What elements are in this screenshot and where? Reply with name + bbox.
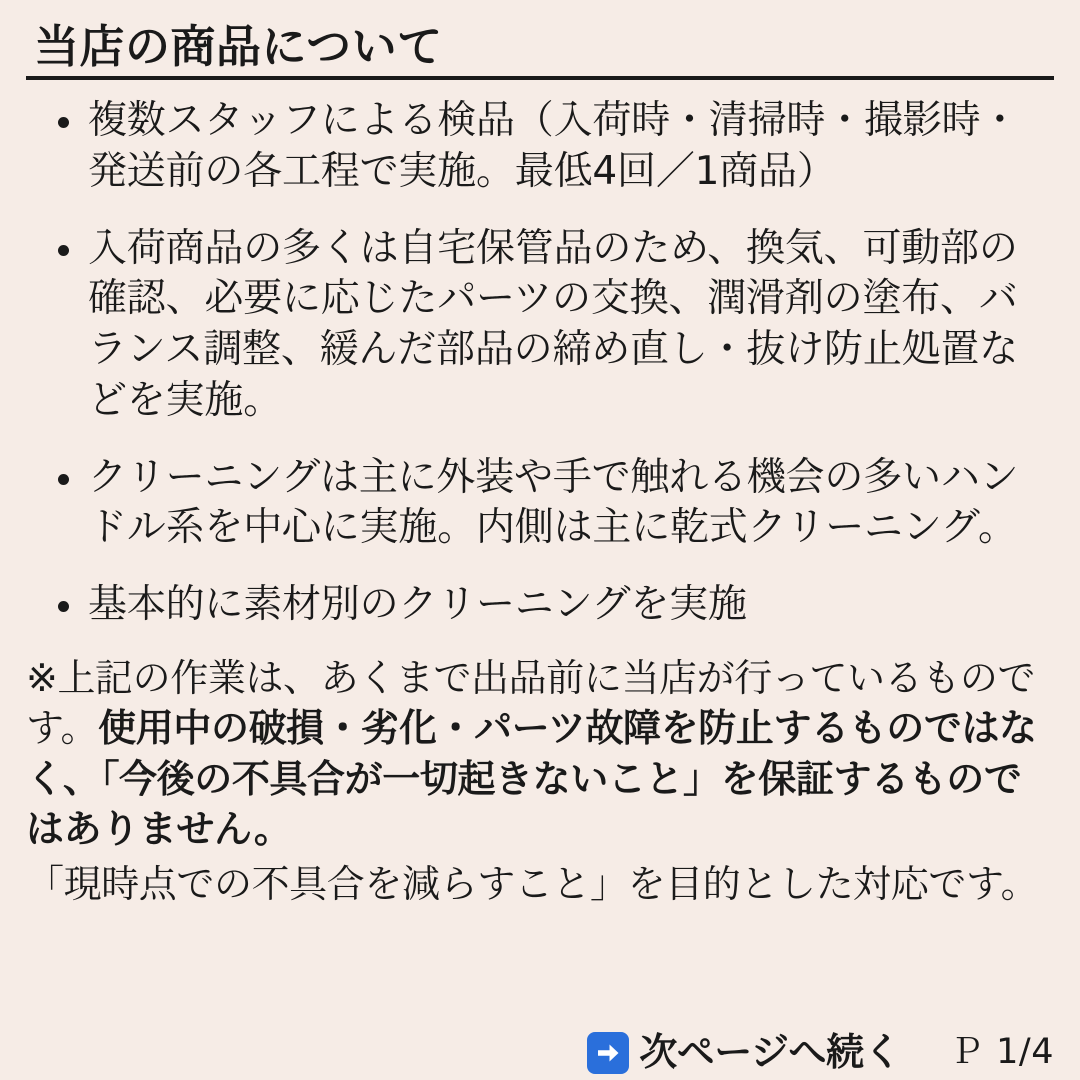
- page-title-block: [26, 22, 1054, 80]
- disclaimer-lead: ※上記の作業は、あくまで出品前に当店が行っているものです。: [26, 655, 1036, 751]
- disclaimer-emphasis: 使用中の破損・劣化・パーツ故障を防止するものではなく、「今後の不具合が一切起きないこと」を保証するものではありません。: [26, 706, 1037, 852]
- list-item-text: 入荷商品の多くは自宅保管品のため、換気、可動部の確認、必要に応じたパーツの交換、潤滑剤の塗布、バランス調整、緩んだ部品の締め直し・抜け防止処置などを実施。: [88, 225, 1019, 423]
- arrow-right-icon: [587, 1032, 629, 1074]
- list-item-text: 複数スタッフによる検品（入荷時・清掃時・撮影時・発送前の各工程で実施。最低4回／1商品）: [88, 98, 1020, 195]
- disclaimer-paragraph: [26, 653, 1054, 855]
- page-footer: [26, 1032, 1054, 1074]
- list-item: [26, 453, 1054, 554]
- list-item: [26, 580, 1054, 631]
- disclaimer-tail: 「現時点での不具合を減らすこと」を目的とした対応です。: [26, 861, 1039, 906]
- page-title: 当店の商品について: [34, 20, 443, 73]
- bullet-dot-icon: [58, 474, 69, 485]
- continue-label: 次ページへ続く: [639, 1030, 902, 1074]
- list-item-text: 基本的に素材別のクリーニングを実施: [88, 581, 747, 627]
- list-item-text: クリーニングは主に外装や手で触れる機会の多いハンドル系を中心に実施。内側は主に乾式クリーニング。: [88, 454, 1019, 551]
- page-number: Ｐ 1/4: [949, 1032, 1054, 1072]
- inspection-bullet-list: [26, 96, 1054, 630]
- bullet-dot-icon: [58, 117, 69, 128]
- bullet-dot-icon: [58, 601, 69, 612]
- list-item: [26, 224, 1054, 427]
- bullet-dot-icon: [58, 245, 69, 256]
- list-item: [26, 96, 1054, 197]
- continue-to-next-page: [587, 1032, 901, 1074]
